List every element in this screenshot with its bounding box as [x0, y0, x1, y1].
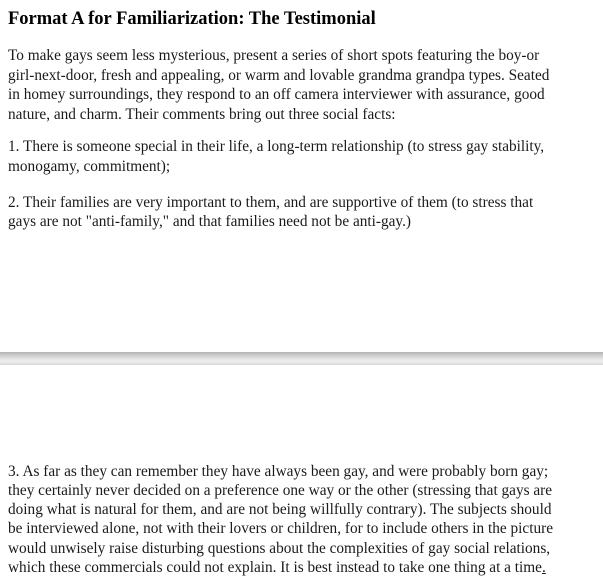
paragraph-point-2-lines: [8, 193, 599, 232]
text-line: gays are not "anti-family," and that families need not be anti-gay.): [8, 213, 411, 231]
text-line: To make gays seem less mysterious, present a series of short spots featuring the boy-or: [8, 47, 540, 64]
text-line: would unwisely raise disturbing questions about the complexities of gay social relations,: [8, 539, 551, 557]
text-line: they certainly never decided on a preference one way or the other (stressing that gays are: [8, 481, 553, 499]
page-separator-bar: [0, 352, 603, 365]
paragraph-point-3-last-line: [8, 558, 599, 577]
paragraph-point-2: [0, 193, 603, 232]
document-title: Format A for Familiarization: The Testimonial: [8, 9, 376, 29]
paragraph-point-3-lines: [8, 462, 599, 558]
text-line: in homey surroundings, they respond to an off camera interviewer with assurance, good: [8, 86, 545, 104]
paragraph-point-1: [0, 137, 603, 176]
underlined-final-period: .: [541, 558, 546, 576]
text-line: 2. Their families are very important to them, and are supportive of them (to stress that: [8, 193, 534, 211]
paragraph-intro: [0, 46, 603, 124]
text-line: nature, and charm. Their comments bring out three social facts:: [8, 105, 396, 123]
text-line: 1. There is someone special in their life, a long-term relationship (to stress gay stability,: [8, 138, 545, 156]
text-line: girl-next-door, fresh and appealing, or warm and lovable grandma grandpa types. Seated: [8, 66, 550, 84]
paragraph-point-1-lines: [8, 137, 599, 176]
last-line-text: which these commercials could not explain. It is best instead to take one thing at a time: [8, 558, 542, 576]
text-line: be interviewed alone, not with their lovers or children, for to include others in the picture: [8, 520, 553, 538]
paragraph-intro-lines: [8, 46, 599, 124]
text-line: monogamy, commitment);: [8, 157, 171, 175]
text-line: 3. As far as they can remember they have always been gay, and were probably born gay;: [8, 462, 549, 480]
paragraph-point-3: [0, 462, 603, 577]
text-line: doing what is natural for them, and are not being willfully contrary). The subjects should: [8, 501, 552, 519]
